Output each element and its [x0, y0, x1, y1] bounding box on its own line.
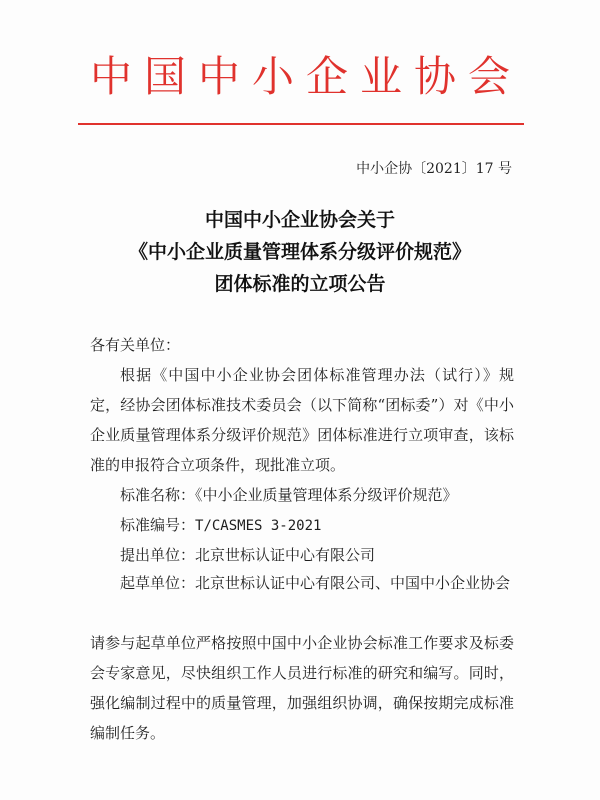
standard-code-row	[120, 510, 321, 541]
title-line-2: 《中小企业质量管理体系分级评价规范》	[128, 241, 471, 263]
main-paragraph: 根据《中国中小企业协会团体标准管理办法（试行）》规定，经协会团体标准技术委员会（以下简称“团标委”）对《中小企业质量管理体系分级评价规范》团体标准进行立项审查，该标准的申报符合立项条件，现批准立项。	[90, 366, 514, 474]
proposer-value: 北京世标认证中心有限公司	[195, 546, 376, 564]
closing-paragraph: 请参与起草单位严格按照中国中小企业协会标准工作要求及标委会专家意见，尽快组织工作人员进行标准的研究和编写。同时，强化编制过程中的质量管理，加强组织协调，确保按期完成标准编制任务。	[90, 634, 514, 742]
header-red-rule	[78, 123, 524, 125]
salutation: 各有关单位：	[90, 336, 181, 354]
faint-seal-mark	[448, 528, 518, 568]
organization-header: 中国中小企业协会	[89, 52, 522, 101]
proposer-row	[120, 540, 375, 570]
drafter-row	[90, 568, 514, 598]
standard-code-value: T/CASMES 3-2021	[195, 518, 322, 534]
document-title	[0, 204, 600, 300]
standard-code-label: 标准编号：	[120, 516, 196, 534]
document-number: 中小企协〔2021〕17 号	[356, 161, 512, 177]
drafter-value: 北京世标认证中心有限公司、中国中小企业协会	[195, 574, 511, 592]
standard-name-label: 标准名称：	[120, 486, 196, 504]
standard-name-value: 《中小企业质量管理体系分级评价规范》	[195, 486, 458, 504]
drafter-label: 起草单位：	[120, 574, 196, 592]
title-line-1: 中国中小企业协会关于	[204, 209, 395, 231]
proposer-label: 提出单位：	[120, 546, 196, 564]
standard-name-row	[120, 480, 458, 510]
title-line-3: 团体标准的立项公告	[214, 273, 386, 295]
